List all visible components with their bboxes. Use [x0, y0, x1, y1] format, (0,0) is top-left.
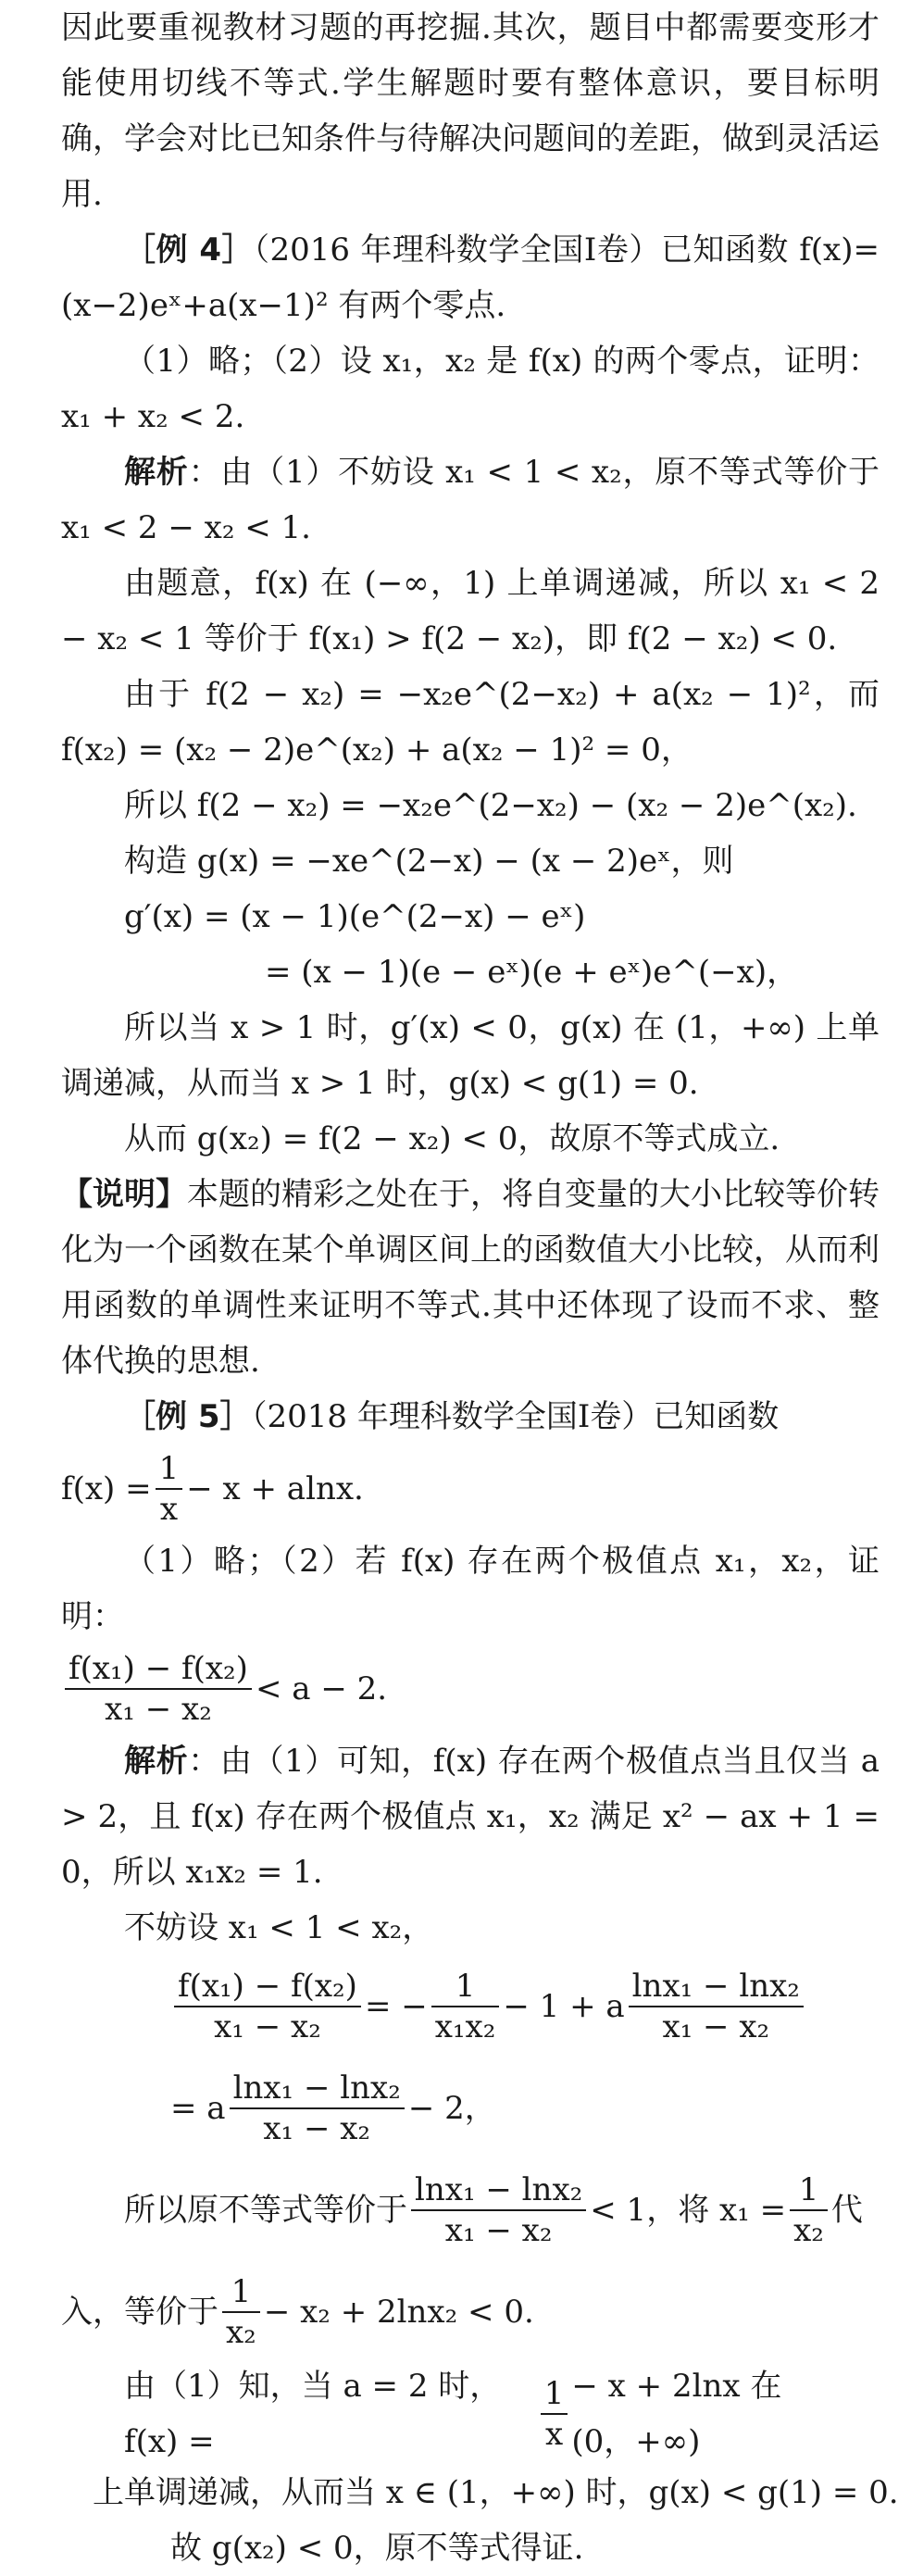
example-4-step-4: 构造 g(x) = −xe^(2−x) − (x − 2)eˣ，则: [124, 843, 734, 880]
example-5-text: （2018 年理科数学全国Ⅰ卷）已知函数: [251, 1398, 780, 1435]
fraction: $\frac{\text{f(x₁) − f(x₂)}}{\text{x₁ − x₂}}$: [174, 1967, 361, 2047]
example-5-statement: [61, 1389, 880, 1444]
example-5-step-3: 入，等价于 $\frac{1}{\text{x₂}}$ − x₂ + 2lnx₂ < 0.: [61, 2272, 534, 2351]
example-4-solution: [61, 444, 880, 556]
example-4-text: （2016 年理科数学全国Ⅰ卷）已知函数 f(x)=(x−2)eˣ+a(x−1)² 有两个零点.: [61, 231, 880, 324]
example-5-conclusion: 故 g(x₂) < 0，原不等式得证.: [170, 2530, 584, 2567]
example-4-question: （1）略；（2）设 x₁，x₂ 是 f(x) 的两个零点，证明：x₁ + x₂ < 2.: [61, 343, 880, 435]
example-5-step-4: 由（1）知，当 a = 2 时，f(x) = $\frac{1}{x}$ − x + 2lnx 在 (0，+∞): [124, 2368, 782, 2460]
example-4-step-1: 由题意，f(x) 在 (−∞，1) 上单调递减，所以 x₁ < 2 − x₂ < 1 等价于 f(x₁) > f(2 − x₂)，即 f(2 − x₂) < 0.: [61, 565, 880, 657]
example-5-function: f(x) = $\frac{1}{x}$ − x + alnx.: [61, 1449, 364, 1528]
example-4-step-5: g′(x) = (x − 1)(e^(2−x) − eˣ): [124, 898, 586, 935]
intro-paragraph: 因此要重视教材习题的再挖掘.其次，题目中都需要变形才能使用切线不等式.学生解题时要有整体意识，要目标明确，学会对比已知条件与待解决问题间的差距，做到灵活运用.: [61, 9, 880, 213]
fraction: $\frac{\text{f(x₁) − f(x₂)}}{\text{x₁ − x₂}}$: [65, 1649, 252, 1730]
example-5-question: （1）略；（2）若 f(x) 存在两个极值点 x₁，x₂，证明：: [61, 1543, 880, 1635]
example-4-step-8: 从而 g(x₂) = f(2 − x₂) < 0，故原不等式成立.: [124, 1120, 780, 1157]
example-4-solution-text: ：由（1）不妨设 x₁ < 1 < x₂，原不等式等价于 x₁ < 2 − x₂ < 1.: [61, 454, 880, 546]
example-4-step-6: = (x − 1)(e − eˣ)(e + eˣ)e^(−x)，: [265, 954, 799, 991]
example-4-step-7: 所以当 x > 1 时，g′(x) < 0，g(x) 在 (1，+∞) 上单调递减，从而当 x > 1 时，g(x) < g(1) = 0.: [61, 1009, 880, 1102]
fraction: $\frac{1}{\text{x₂}}$: [790, 2170, 828, 2251]
example-4-step-3: 所以 f(2 − x₂) = −x₂e^(2−x₂) − (x₂ − 2)e^(x₂).: [124, 787, 857, 824]
example-5-solution-tag: 解析: [124, 1743, 189, 1780]
fraction: $\frac{\text{lnx₁ − lnx₂}}{\text{x₁ − x₂}}$: [629, 1967, 804, 2047]
example-5-solution-text: ：由（1）可知，f(x) 存在两个极值点当且仅当 a > 2，且 f(x) 存在两个极值点 x₁，x₂ 满足 x² − ax + 1 = 0，所以 x₁x₂ = 1.: [61, 1743, 880, 1891]
example-5-equation-1: $\frac{\text{f(x₁) − f(x₂)}}{\text{x₁ − x₂}}$ = − $\frac{1}{\text{x₁x₂}}$ − 1 + a $\frac{\text{lnx₁ − lnx₂}}{\text{x₁ − x₂}}$: [61, 1956, 880, 2057]
example-5-solution: [61, 1733, 880, 1900]
example-5-step-1: 不妨设 x₁ < 1 < x₂，: [124, 1909, 434, 1946]
fraction: $\frac{\text{lnx₁ − lnx₂}}{\text{x₁ − x₂}}$: [411, 2170, 586, 2251]
example-4-step-2: 由于 f(2 − x₂) = −x₂e^(2−x₂) + a(x₂ − 1)²，而 f(x₂) = (x₂ − 2)e^(x₂) + a(x₂ − 1)² = 0，: [61, 676, 880, 769]
note-text: 本题的精彩之处在于，将自变量的大小比较等价转化为一个函数在某个单调区间上的函数值大小比较，从而利用函数的单调性来证明不等式.其中还体现了设而不求、整体代换的思想.: [61, 1176, 880, 1380]
fraction: $\frac{1}{\text{x₁x₂}}$: [431, 1967, 500, 2047]
fraction: $\frac{1}{\text{x₂}}$: [222, 2272, 260, 2353]
example-4-solution-tag: 解析: [124, 454, 189, 491]
note-tag: 【说明】: [61, 1176, 187, 1213]
note-paragraph: [61, 1167, 880, 1389]
example-4-tag: ［例 4］: [124, 231, 255, 269]
example-5-step-5: 上单调递减，从而当 x ∈ (1，+∞) 时，g(x) < g(1) = 0.: [93, 2474, 899, 2511]
example-4-statement: [61, 222, 880, 333]
fraction: $\frac{1}{x}$: [541, 2374, 568, 2455]
fraction: $\frac{\text{lnx₁ − lnx₂}}{\text{x₁ − x₂}}$: [230, 2069, 405, 2149]
fraction: $\frac{1}{x}$: [156, 1449, 183, 1530]
example-5-step-2: 所以原不等式等价于 $\frac{\text{lnx₁ − lnx₂}}{\text{x₁ − x₂}}$ < 1，将 x₁ = $\frac{1}{\text{x₂}}$ 代: [124, 2170, 863, 2249]
example-5-tag: ［例 5］: [124, 1398, 252, 1435]
example-5-inequality: $\frac{\text{f(x₁) − f(x₂)}}{\text{x₁ − x₂}}$ < a − 2.: [61, 1644, 880, 1733]
example-5-equation-2: = a $\frac{\text{lnx₁ − lnx₂}}{\text{x₁ − x₂}}$ − 2，: [170, 2069, 496, 2147]
